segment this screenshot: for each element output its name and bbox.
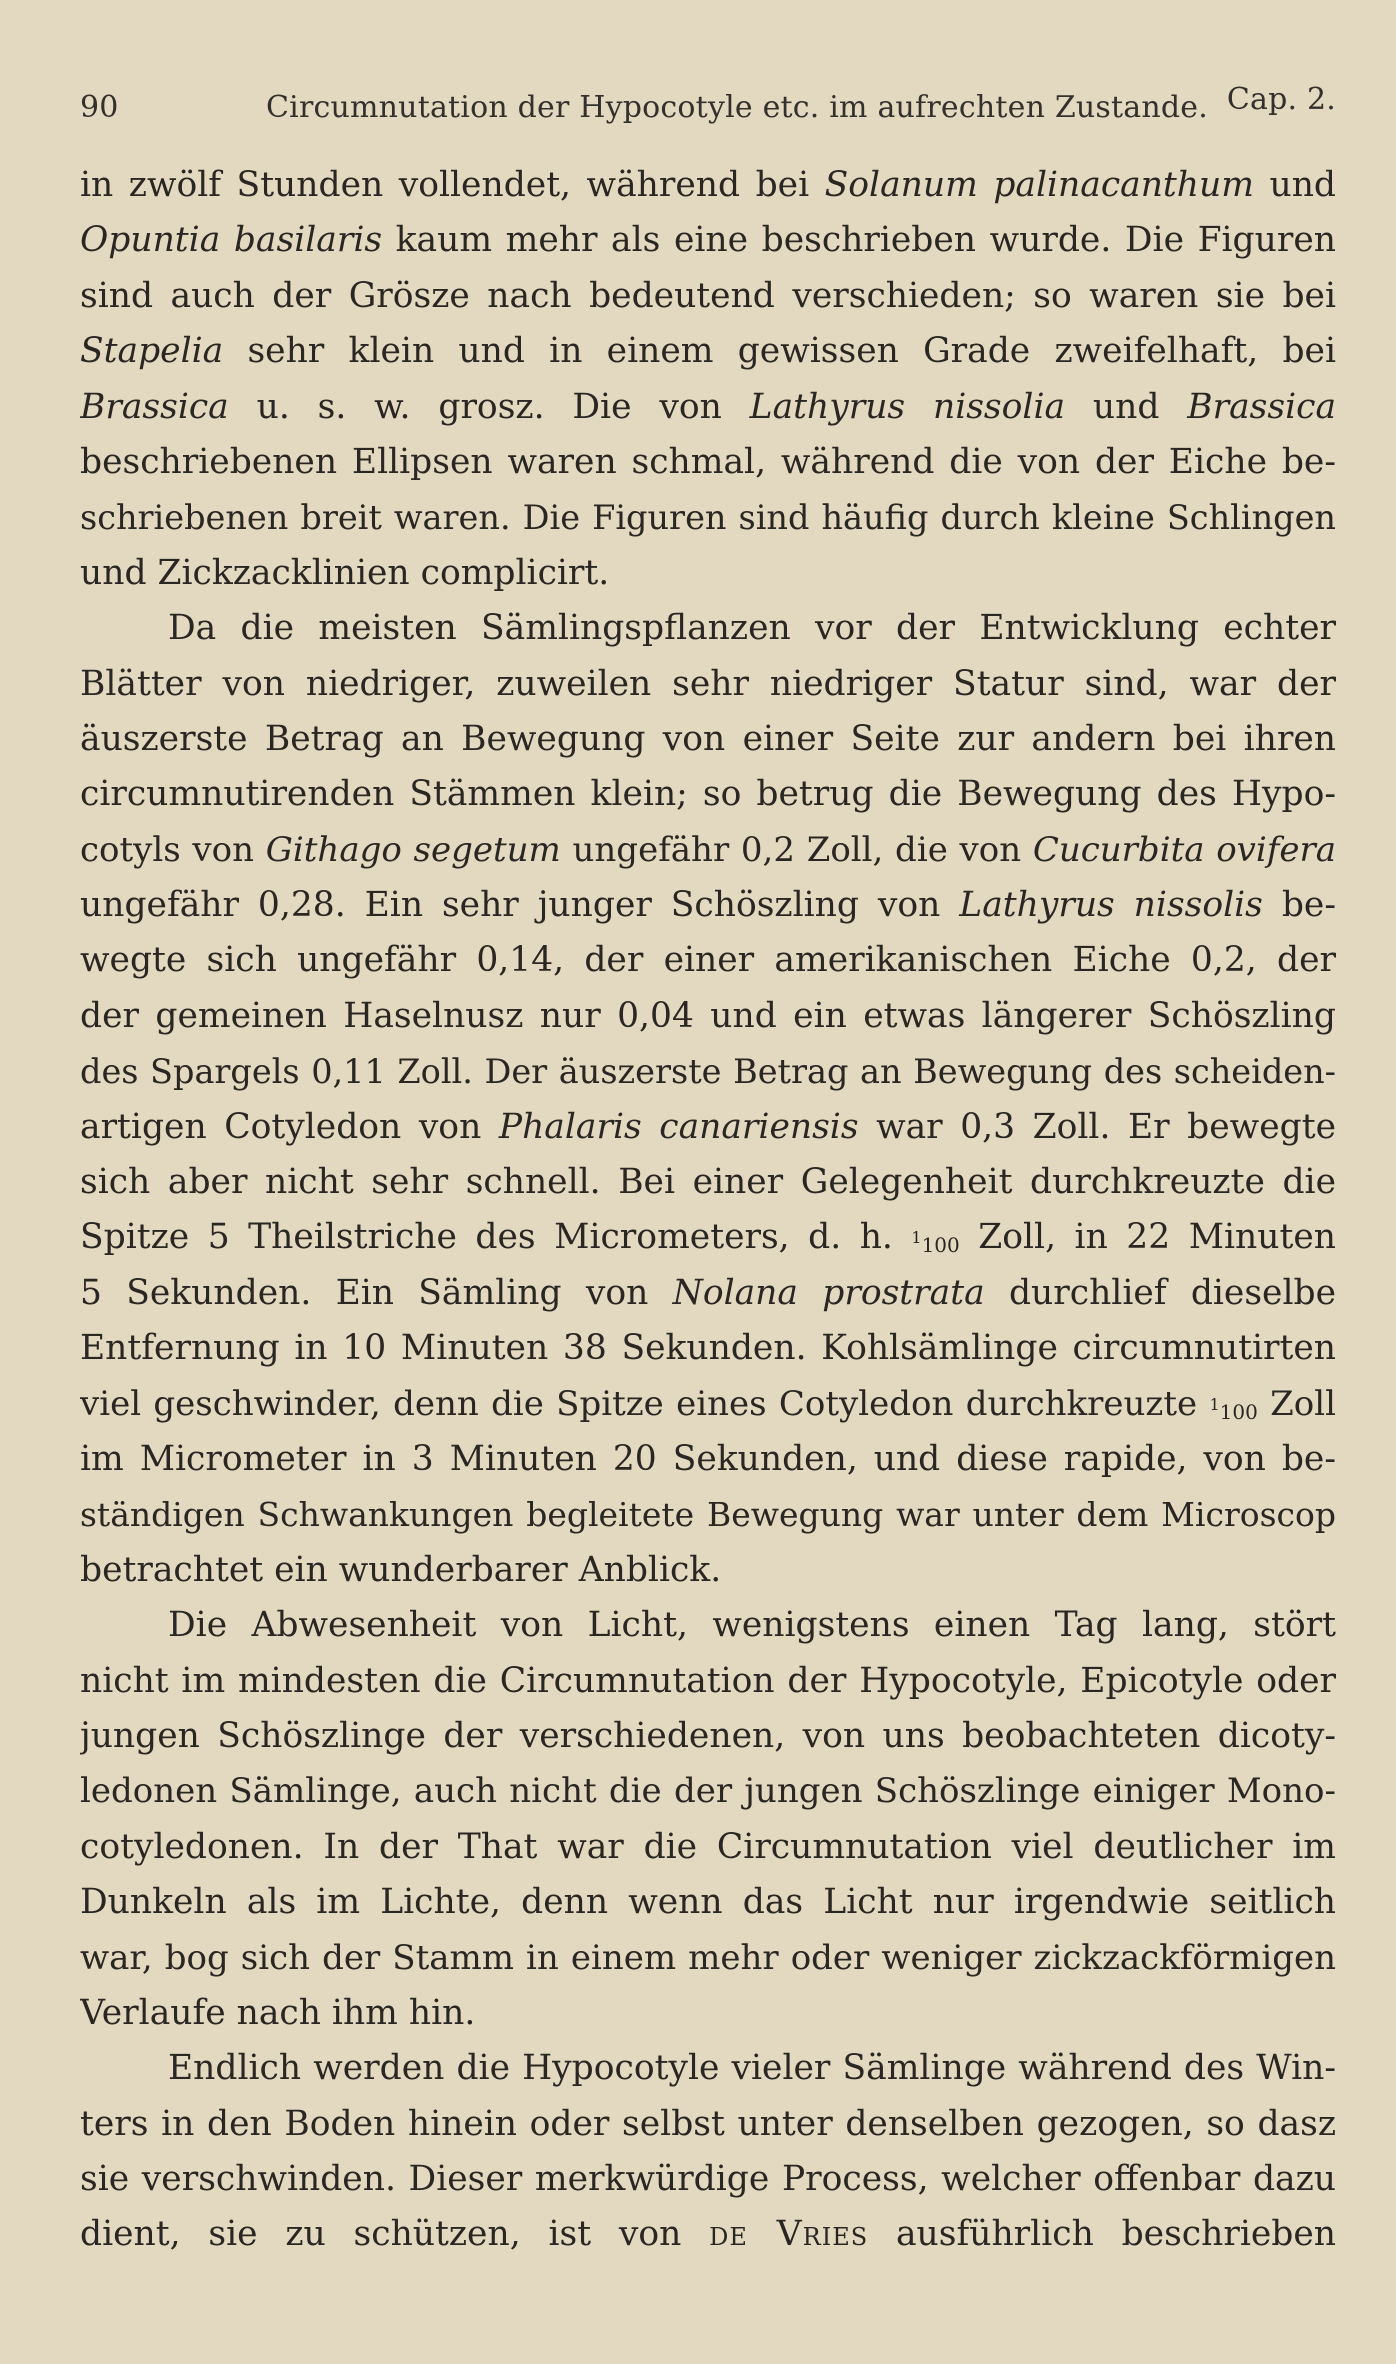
text-line: jungen Schöszlinge der verschiedenen, von uns beobachteten dicoty-: [80, 1715, 1336, 1756]
text-line: sie verschwinden. Dieser merkwürdige Process, welcher offenbar dazu: [80, 2159, 1336, 2200]
chapter-label: Cap. 2.: [1226, 82, 1336, 117]
text-line: wegte sich ungefähr 0,14, der einer amerikanischen Eiche 0,2, der: [80, 940, 1336, 981]
text-line: artigen Cotyledon von Phalaris canariensis war 0,3 Zoll. Er bewegte: [80, 1106, 1336, 1147]
text-line: Die Abwesenheit von Licht, wenigstens einen Tag lang, stört: [168, 1605, 1336, 1646]
text-line: der gemeinen Haselnusz nur 0,04 und ein etwas längerer Schöszling: [80, 995, 1336, 1036]
text-line: Opuntia basilaris kaum mehr als eine beschrieben wurde. Die Figuren: [80, 220, 1336, 261]
text-line: cotyls von Githago segetum ungefähr 0,2 Zoll, die von Cucurbita ovifera: [80, 829, 1336, 870]
text-line: sich aber nicht sehr schnell. Bei einer Gelegenheit durchkreuzte die: [80, 1162, 1336, 1203]
text-line: viel geschwinder, denn die Spitze eines Cotyledon durchkreuzte $^1$100 Zoll: [80, 1383, 1336, 1424]
text-line: ständigen Schwankungen begleitete Bewegung war unter dem Microscop: [80, 1495, 1336, 1535]
text-line: im Micrometer in 3 Minuten 20 Sekunden, und diese rapide, von be-: [80, 1438, 1336, 1479]
text-line: Stapelia sehr klein und in einem gewissen Grade zweifelhaft, bei: [80, 331, 1336, 372]
text-line: betrachtet ein wunderbarer Anblick.: [80, 1549, 722, 1590]
species-name: Stapelia: [80, 331, 224, 372]
text-line: Spitze 5 Theilstriche des Micrometers, d. h. $^1$100 Zoll, in 22 Minuten: [80, 1217, 1336, 1258]
text-line: Dunkeln als im Lichte, denn wenn das Licht nur irgendwie seitlich: [80, 1882, 1336, 1923]
text-line: circumnutirenden Stämmen klein; so betrug die Bewegung des Hypo-: [80, 774, 1336, 815]
text-line: 5 Sekunden. Ein Sämling von Nolana prostrata durchlief dieselbe: [80, 1272, 1336, 1313]
species-name: Brassica: [80, 386, 229, 427]
species-name: Phalaris canariensis: [498, 1106, 859, 1147]
text-line: Da die meisten Sämlingspflanzen vor der Entwicklung echter: [168, 608, 1336, 649]
text-line: Entfernung in 10 Minuten 38 Sekunden. Kohlsämlinge circumnutirten: [80, 1328, 1336, 1369]
species-name: Opuntia basilaris: [80, 220, 383, 261]
fraction: $^1$100: [1209, 1394, 1258, 1424]
text-line: Brassica u. s. w. grosz. Die von Lathyrus nissolia und Brassica: [80, 386, 1336, 427]
text-line: ungefähr 0,28. Ein sehr junger Schöszling von Lathyrus nissolis be-: [80, 885, 1336, 926]
text-line: Blätter von niedriger, zuweilen sehr niedriger Statur sind, war der: [80, 663, 1336, 704]
text-line: nicht im mindesten die Circumnutation der Hypocotyle, Epicotyle oder: [80, 1660, 1336, 1701]
species-name: Lathyrus nissolis: [959, 885, 1263, 926]
species-name: Cucurbita ovifera: [1032, 829, 1336, 870]
text-line: war, bog sich der Stamm in einem mehr oder weniger zickzackförmigen: [80, 1937, 1336, 1978]
text-line: ters in den Boden hinein oder selbst unter denselben gezogen, so dasz: [80, 2103, 1336, 2144]
text-line: des Spargels 0,11 Zoll. Der äuszerste Betrag an Bewegung des scheiden-: [80, 1052, 1336, 1092]
species-name: Brassica: [1187, 386, 1336, 427]
species-name: Githago segetum: [265, 829, 561, 870]
text-line: Endlich werden die Hypocotyle vieler Sämlinge während des Win-: [168, 2048, 1336, 2089]
page-header: [80, 78, 1336, 125]
species-name: Lathyrus nissolia: [749, 386, 1066, 427]
text-line: sind auch der Grösze nach bedeutend verschieden; so waren sie bei: [80, 275, 1336, 316]
text-line: in zwölf Stunden vollendet, während bei Solanum palinacanthum und: [80, 165, 1336, 205]
text-line: ledonen Sämlinge, auch nicht die der jungen Schöszlinge einiger Mono-: [80, 1771, 1336, 1812]
running-title: Circumnutation der Hypocotyle etc. im aufrechten Zustande.: [266, 90, 1208, 125]
text-line: dient, sie zu schützen, ist von de Vries ausführlich beschrieben: [80, 2214, 1336, 2255]
text-line: cotyledonen. In der That war die Circumnutation viel deutlicher im: [80, 1826, 1336, 1867]
body-text: [80, 158, 1336, 2263]
author-name: de Vries: [709, 2214, 869, 2255]
fraction: $^1$100: [911, 1228, 960, 1258]
species-name: Solanum palinacanthum: [824, 165, 1254, 205]
species-name: Nolana prostrata: [672, 1272, 985, 1313]
page-number: 90: [80, 90, 119, 125]
text-line: und Zickzacklinien complicirt.: [80, 552, 610, 593]
text-line: beschriebenen Ellipsen waren schmal, während die von der Eiche be-: [80, 441, 1336, 482]
text-line: äuszerste Betrag an Bewegung von einer Seite zur andern bei ihren: [80, 718, 1336, 759]
text-line: schriebenen breit waren. Die Figuren sind häufig durch kleine Schlingen: [80, 498, 1336, 538]
text-line: Verlaufe nach ihm hin.: [80, 1992, 476, 2033]
